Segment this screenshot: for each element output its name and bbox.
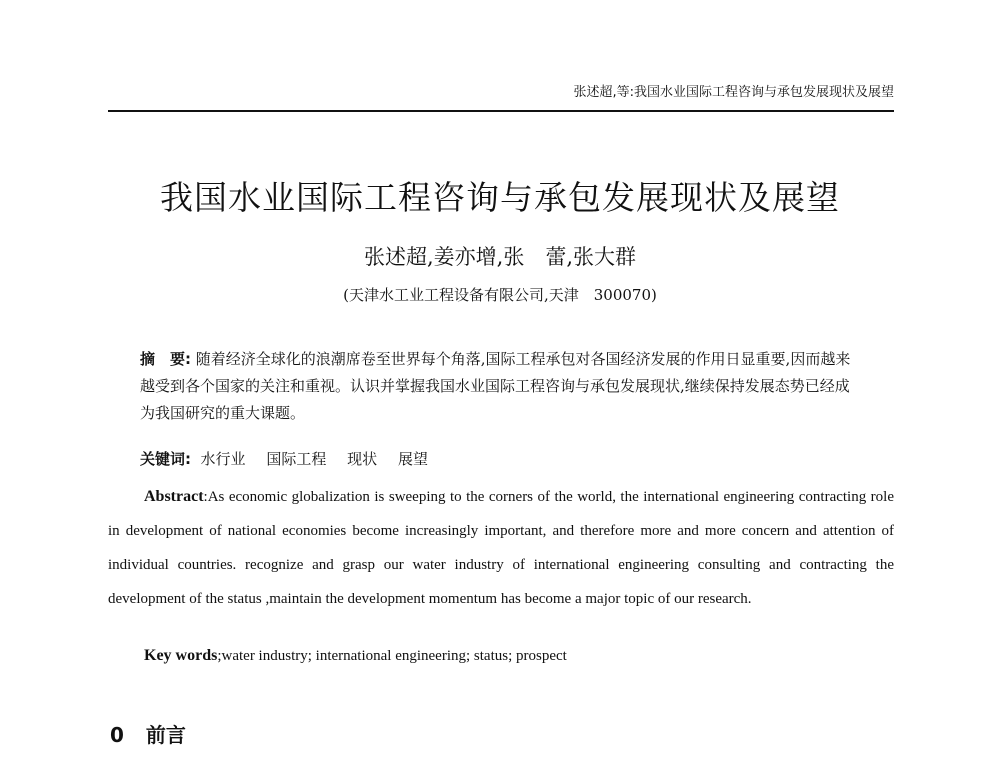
keyword-item: 展望 xyxy=(397,450,428,468)
abstract-chinese-text: 随着经济全球化的浪潮席卷至世界每个角落,国际工程承包对各国经济发展的作用日显重要,因而越来越受到各个国家的关注和重视。认识并掌握我国水业国际工程咨询与承包发展现状,继续保持发展态势已经成为我国研究的重大课题。 xyxy=(140,350,851,422)
header-rule xyxy=(108,110,894,112)
keyword-item: 水行业 xyxy=(200,450,246,468)
authors: 张述超,姜亦增,张 蕾,张大群 xyxy=(363,245,637,269)
keywords-chinese-label: 关键词: xyxy=(140,450,191,468)
keywords-english-label: Key words xyxy=(144,647,218,664)
abstract-chinese-label: 摘 要: xyxy=(140,350,191,368)
abstract-chinese xyxy=(140,346,860,427)
keywords-chinese xyxy=(140,448,860,470)
paper-title: 我国水业国际工程咨询与承包发展现状及展望 xyxy=(160,178,840,217)
running-header: 张述超,等:我国水业国际工程咨询与承包发展现状及展望 xyxy=(573,85,894,100)
keyword-item: 现状 xyxy=(347,450,378,468)
abstract-english-label: Abstract xyxy=(144,488,204,505)
section-heading xyxy=(110,722,186,748)
keywords-english-text: water industry; international engineering; status; prospect xyxy=(221,648,567,664)
keyword-item: 国际工程 xyxy=(266,450,327,468)
section-title: 前言 xyxy=(145,723,186,747)
keywords-english: Key words;water industry; international engineering; status; prospect xyxy=(144,647,567,664)
section-number: 0 xyxy=(110,723,124,747)
abstract-english-text: As economic globalization is sweeping to the corners of the world, the international engineering contracting role in development of national economies become increasingly important, and therefore more and more concern and attention of individual countries. recognize and grasp our water industry of international engineering consulting and contracting the development of the status ,maintain the development momentum has become a major topic of our research. xyxy=(108,489,894,607)
affiliation: (天津水工业工程设备有限公司,天津 300070) xyxy=(343,286,657,304)
abstract-english: Abstract:As economic globalization is sweeping to the corners of the world, the international engineering contracting role in development of national economies become increasingly important, and therefore more and more concern and attention of individual countries. recognize and grasp our water industry of international engineering consulting and contracting the development of the status ,maintain the development momentum has become a major topic of our research. xyxy=(108,488,894,607)
